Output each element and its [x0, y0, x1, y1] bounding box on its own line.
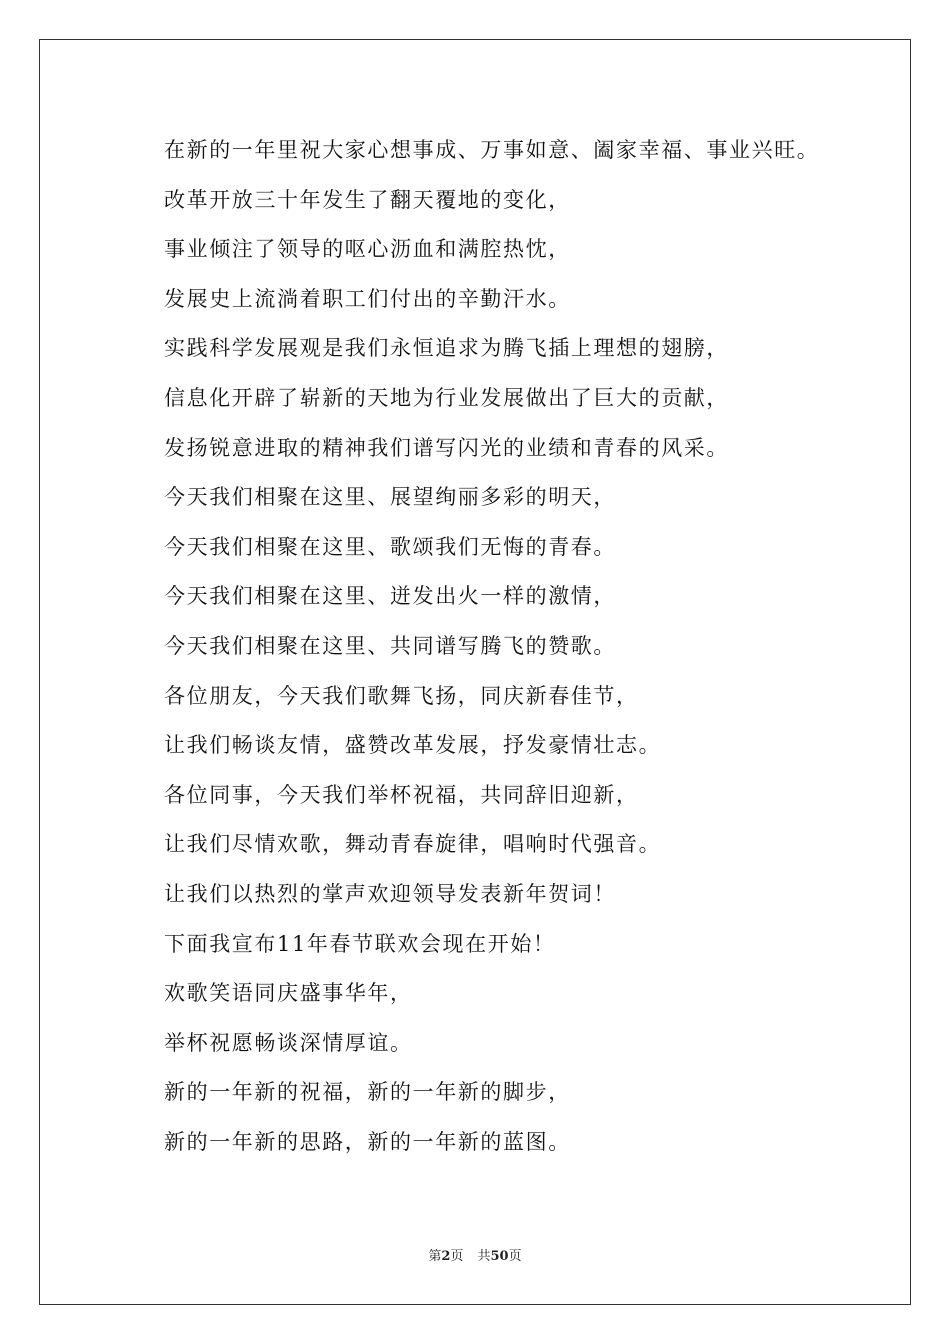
text-line: 各位朋友，今天我们歌舞飞扬，同庆新春佳节，: [164, 683, 639, 708]
text-line: 今天我们相聚在这里、歌颂我们无悔的青春。: [164, 534, 616, 559]
text-line: 让我们畅谈友情，盛赞改革发展，抒发豪情壮志。: [164, 733, 662, 758]
page-prefix: 第: [428, 1249, 442, 1264]
text-line: 下面我宣布11年春节联欢会现在开始！: [164, 931, 556, 956]
text-line: 举杯祝愿畅谈深情厚谊。: [164, 1030, 413, 1055]
text-line: 信息化开辟了崭新的天地为行业发展做出了巨大的贡献，: [164, 385, 729, 410]
text-line: 今天我们相聚在这里、展望绚丽多彩的明天，: [164, 485, 616, 510]
text-line: 发扬锐意进取的精神我们谱写闪光的业绩和青春的风采。: [164, 435, 729, 460]
text-line: 今天我们相聚在这里、迸发出火一样的激情，: [164, 584, 616, 609]
text-line: 改革开放三十年发生了翻天覆地的变化，: [164, 187, 571, 212]
total-suffix: 页: [508, 1249, 522, 1264]
text-line: 让我们以热烈的掌声欢迎领导发表新年贺词！: [164, 881, 616, 906]
page-suffix: 页: [450, 1249, 464, 1264]
total-pages: 50: [490, 1249, 509, 1264]
text-line: 事业倾注了领导的呕心沥血和满腔热忱，: [164, 237, 571, 262]
document-body: [164, 126, 884, 1167]
text-line: 让我们尽情欢歌，舞动青春旋律，唱响时代强音。: [164, 832, 662, 857]
text-line: 各位同事，今天我们举杯祝福，共同辞旧迎新，: [164, 782, 639, 807]
text-line: 新的一年新的思路，新的一年新的蓝图。: [164, 1129, 571, 1154]
total-prefix: 共: [477, 1249, 491, 1264]
page-number: 2: [441, 1249, 451, 1264]
text-line: 实践科学发展观是我们永恒追求为腾飞插上理想的翅膀，: [164, 336, 729, 361]
page-footer: [0, 1245, 950, 1264]
text-line: 发展史上流淌着职工们付出的辛勤汗水。: [164, 286, 571, 311]
text-line: 欢歌笑语同庆盛事华年，: [164, 981, 413, 1006]
text-line: 在新的一年里祝大家心想事成、万事如意、阖家幸福、事业兴旺。: [164, 138, 820, 162]
text-line: 新的一年新的祝福，新的一年新的脚步，: [164, 1080, 571, 1105]
text-line: 今天我们相聚在这里、共同谱写腾飞的赞歌。: [164, 633, 616, 658]
